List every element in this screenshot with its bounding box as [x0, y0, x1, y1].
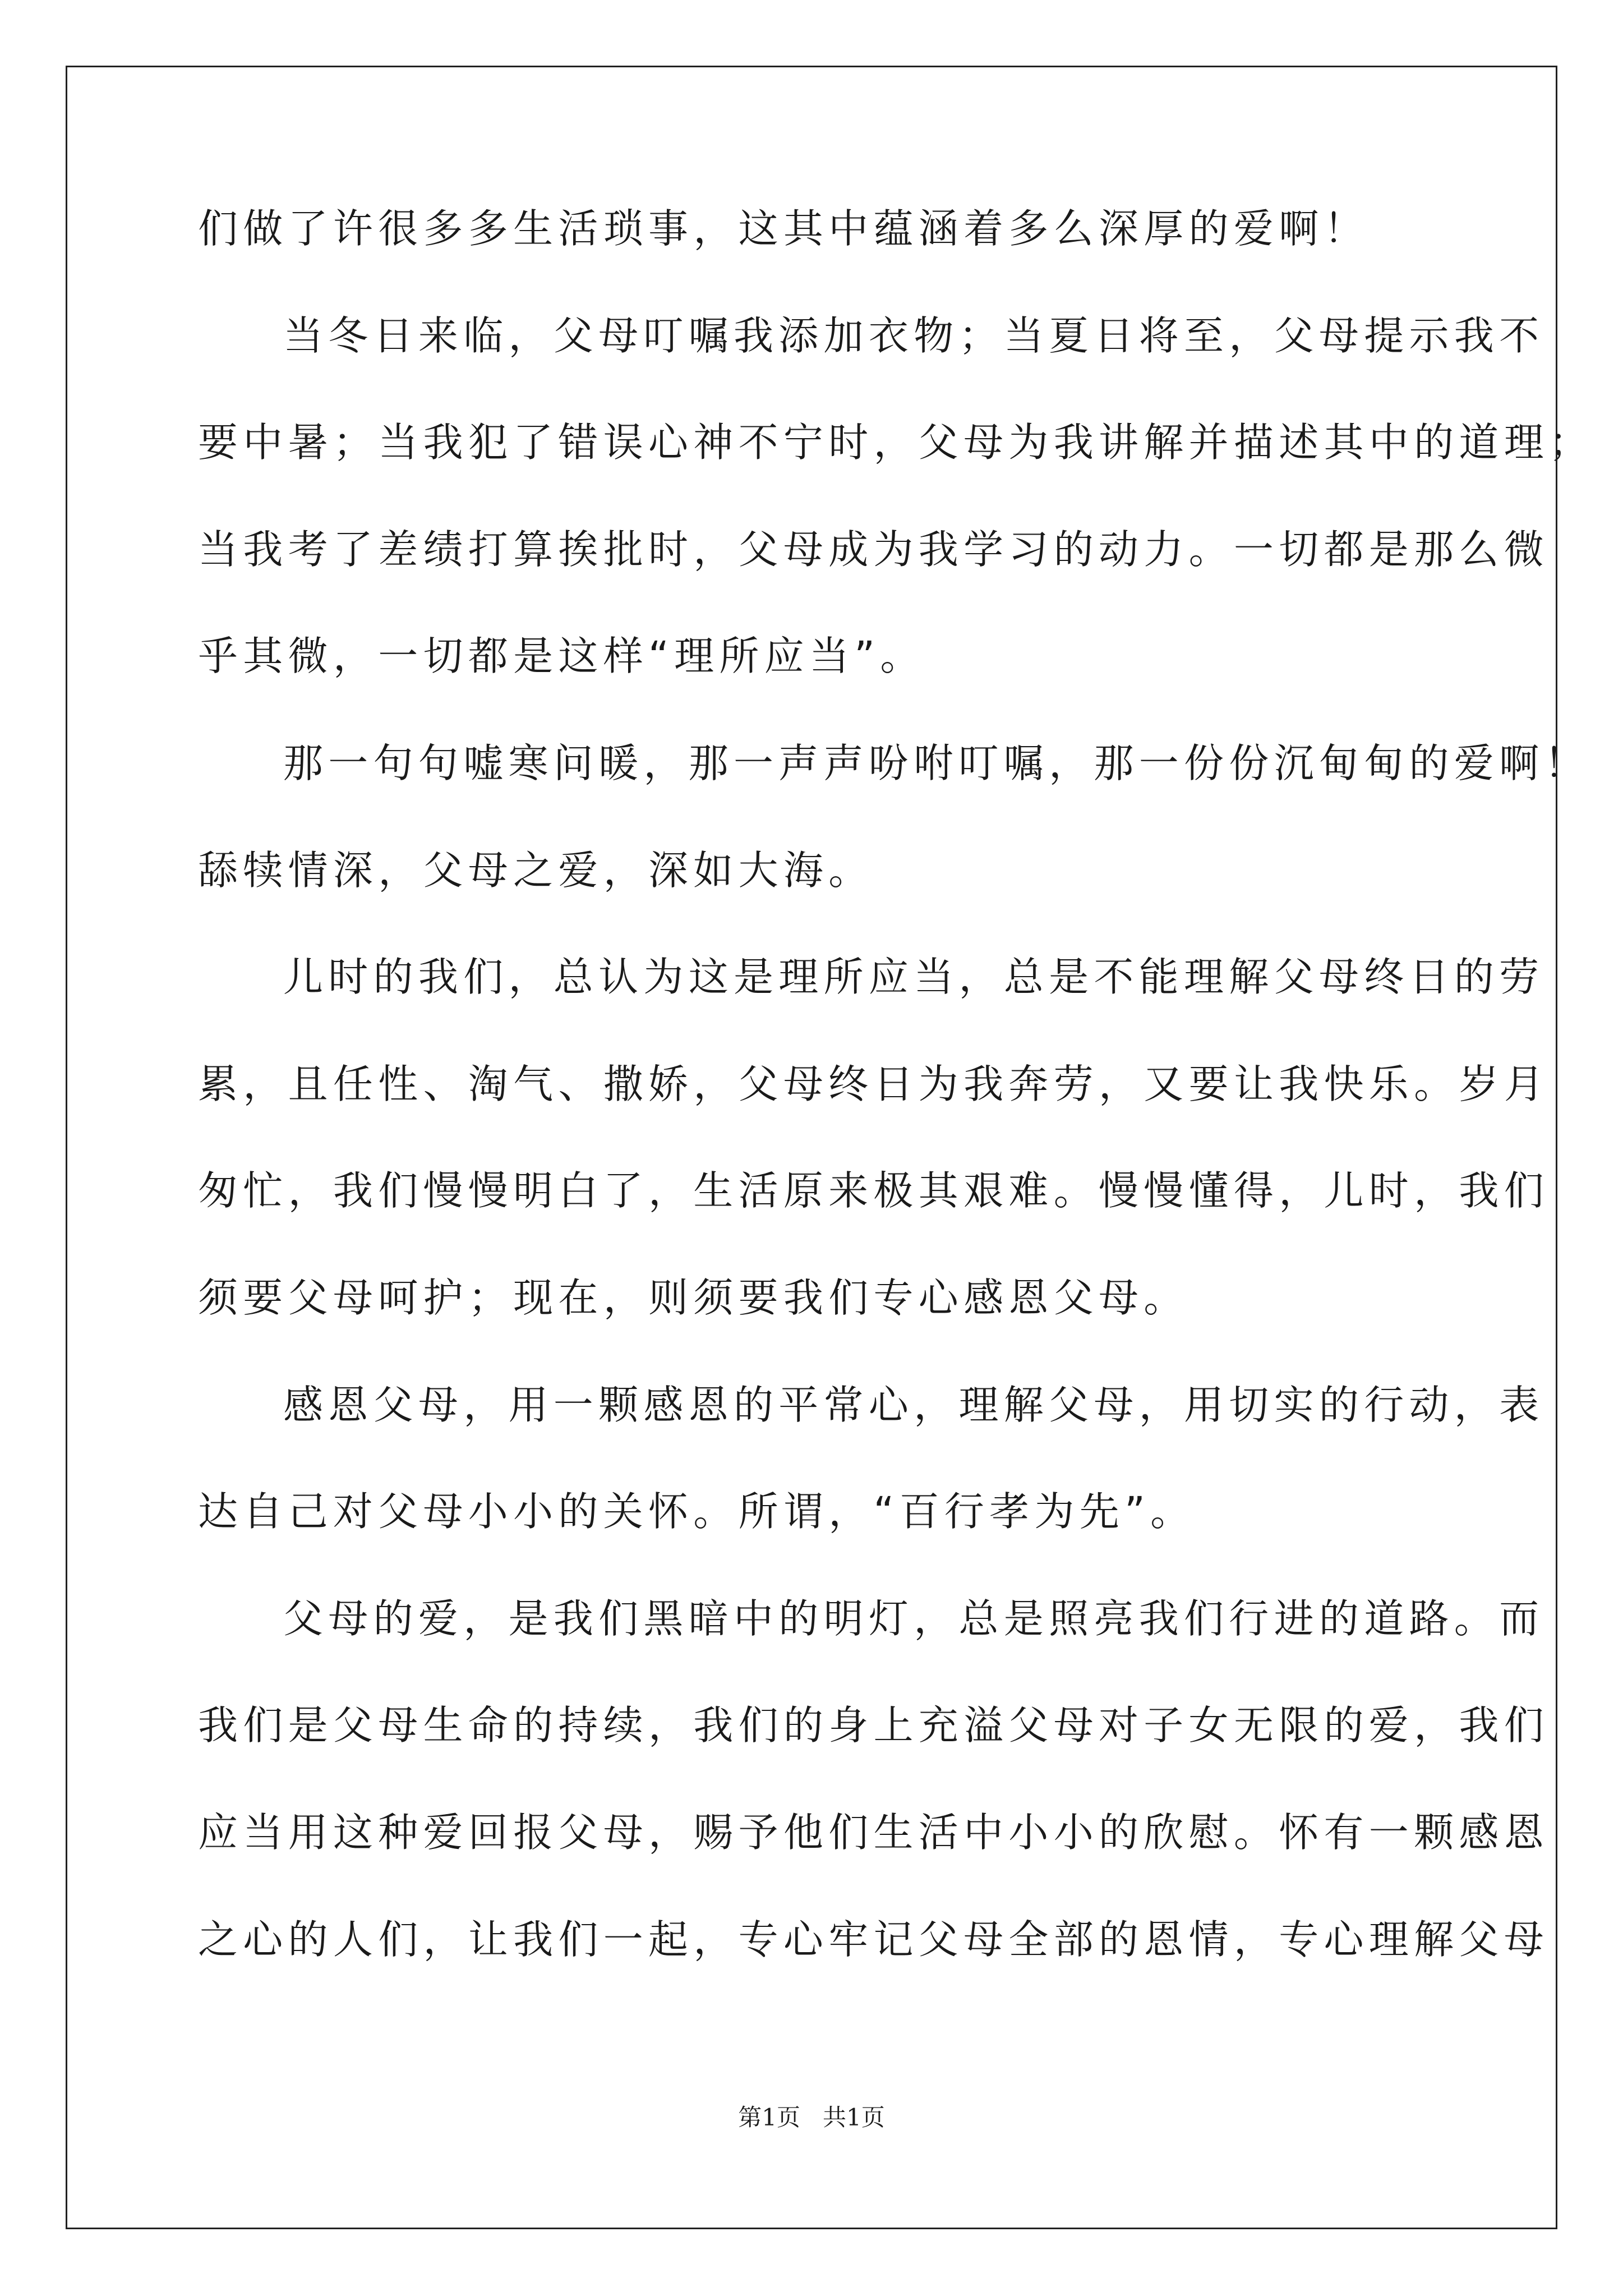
- text-line: 累，且任性、淘气、撒娇，父母终日为我奔劳，又要让我快乐。岁月: [198, 1060, 1550, 1107]
- text-line: 匆忙，我们慢慢明白了，生活原来极其艰难。慢慢懂得，儿时，我们: [198, 1167, 1550, 1214]
- text-line: 父母的爱，是我们黑暗中的明灯，总是照亮我们行进的道路。而: [283, 1595, 1544, 1642]
- text-line: 感恩父母，用一颗感恩的平常心，理解父母，用切实的行动，表: [283, 1381, 1544, 1428]
- page-footer: [0, 2101, 1623, 2134]
- text-line: 达自己对父母小小的关怀。所谓，“百行孝为先”。: [198, 1488, 1196, 1535]
- text-line: 之心的人们，让我们一起，专心牢记父母全部的恩情，专心理解父母: [198, 1916, 1550, 1963]
- text-line: 乎其微，一切都是这样“理所应当”。: [198, 633, 925, 680]
- text-line: 当冬日来临，父母叮嘱我添加衣物；当夏日将至，父母提示我不: [283, 312, 1544, 359]
- text-line: 须要父母呵护；现在，则须要我们专心感恩父母。: [198, 1274, 1189, 1321]
- text-line: 应当用这种爱回报父母，赐予他们生活中小小的欣慰。怀有一颗感恩: [198, 1809, 1550, 1856]
- page-total: 共1页: [823, 2104, 885, 2131]
- text-line: 当我考了差绩打算挨批时，父母成为我学习的动力。一切都是那么微: [198, 526, 1550, 573]
- text-line: 我们是父母生命的持续，我们的身上充溢父母对子女无限的爱，我们: [198, 1702, 1550, 1749]
- text-line: 儿时的我们，总认为这是理所应当，总是不能理解父母终日的劳: [283, 954, 1544, 1001]
- text-line: 们做了许很多多生活琐事，这其中蕴涵着多么深厚的爱啊！: [198, 205, 1369, 252]
- text-line: 舔犊情深，父母之爱，深如大海。: [198, 846, 874, 894]
- text-line: 要中暑；当我犯了错误心神不宁时，父母为我讲解并描述其中的道理；: [198, 419, 1594, 466]
- text-line: 那一句句嘘寒问暖，那一声声吩咐叮嘱，那一份份沉甸甸的爱啊！: [283, 739, 1589, 786]
- page-number: 第1页: [738, 2104, 800, 2131]
- document-body: [198, 202, 1594, 2019]
